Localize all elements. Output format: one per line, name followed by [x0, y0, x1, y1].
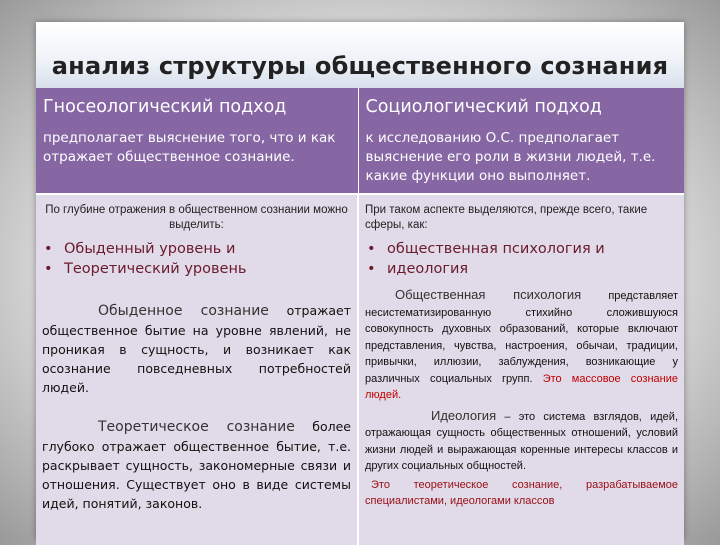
right-body-cell	[358, 194, 684, 545]
right-intro: При таком аспекте выделяются, прежде всего, такие сферы, как:	[365, 204, 648, 231]
bullet-icon: •	[44, 241, 53, 257]
ideology-note: Это теоретическое сознание, разрабатываемое специалистами, идеологами классов	[365, 478, 678, 507]
right-bullet-list	[365, 239, 678, 279]
left-bullet-list	[42, 239, 351, 279]
body-row	[36, 194, 684, 545]
list-item: • Обыденный уровень и	[44, 241, 236, 257]
slide	[36, 22, 684, 540]
ordinary-consciousness-paragraph: Обыденное сознание отражает общественное бытие на уровне явлений, не проникая в сущность, и возникает как осознание повседневных потребностей людей.	[42, 303, 351, 395]
bullet-icon: •	[367, 261, 376, 277]
list-item: • общественная психология и	[367, 241, 605, 257]
list-item: • идеология	[367, 261, 469, 277]
header-row	[36, 88, 684, 194]
social-psychology-paragraph: Общественная психология представляет несистематизированную стихийно сложившуюся совокупность духовных образований, которые включают представления, чувства, настроения, обычаи, традиции, привычки, иллюзии, заблуждения, возникающие у различных социальных групп. Это массовое сознание людей.	[365, 287, 678, 401]
title-band	[36, 22, 684, 88]
ideology-paragraph: Идеология – это система взглядов, идей, отражающая сущность общественных отношений, условий жизни людей и выражающая коренные интересы классов и других социальных общностей.	[365, 407, 678, 472]
bullet-icon: •	[44, 261, 53, 277]
left-desc: предполагает выяснение того, что и как отражает общественное сознание.	[43, 130, 336, 165]
right-header: Социологический подход	[365, 97, 602, 117]
right-desc: к исследованию О.С. предполагает выяснение его роли в жизни людей, т.е. какие функции оно выполняет.	[365, 130, 656, 184]
theoretical-consciousness-paragraph: Теоретическое сознание более глубоко отражает общественное бытие, т.е. раскрывает сущность, закономерные связи и отношения. Существует оно в виде системы идей, понятий, законов.	[42, 419, 351, 511]
right-header-cell	[358, 88, 684, 194]
bullet-icon: •	[367, 241, 376, 257]
list-item: • Теоретический уровень	[44, 261, 247, 277]
left-header: Гносеологический подход	[43, 97, 287, 117]
left-header-cell	[36, 88, 358, 194]
left-intro: По глубине отражения в общественном сознании можно выделить:	[45, 204, 348, 231]
slide-title: анализ структуры общественного сознания	[51, 52, 669, 80]
left-body-cell	[36, 194, 358, 545]
comparison-table	[36, 88, 684, 545]
